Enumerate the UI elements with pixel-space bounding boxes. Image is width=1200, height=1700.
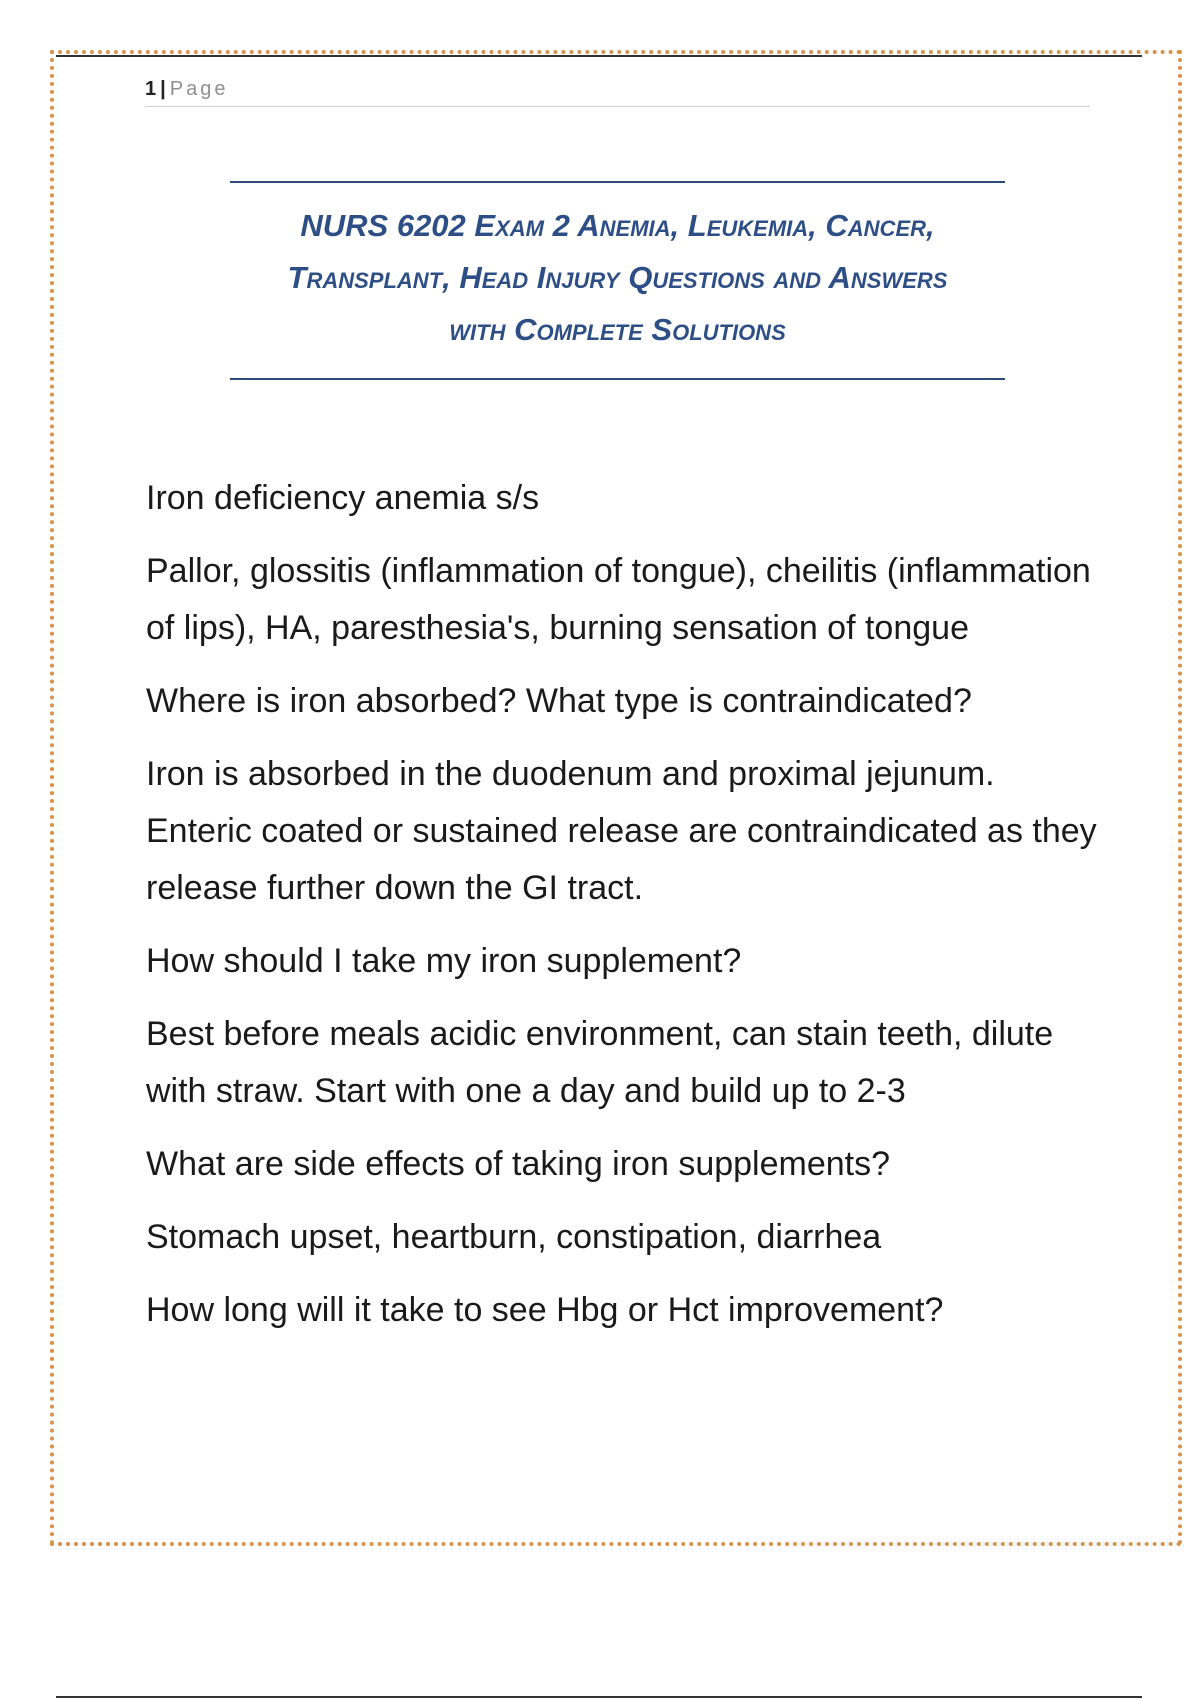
qa-content [146, 470, 1106, 1355]
page-label: Page [169, 78, 229, 100]
document-title [230, 200, 1005, 356]
question: Where is iron absorbed? What type is contraindicated? [146, 682, 972, 720]
bottom-rule [56, 1696, 1142, 1698]
page-separator: | [160, 78, 166, 100]
answer: Iron is absorbed in the duodenum and proximal jejunum. Enteric coated or sustained release are contraindicated as they release further down the GI tract. [146, 755, 1097, 907]
page-number: 1 [145, 78, 157, 100]
title-line-1: NURS 6202 Exam 2 Anemia, Leukemia, Cancer, [300, 208, 935, 243]
question: How long will it take to see Hbg or Hct improvement? [146, 1291, 944, 1329]
title-rule-top [230, 181, 1005, 183]
answer: Stomach upset, heartburn, constipation, diarrhea [146, 1218, 882, 1256]
question: How should I take my iron supplement? [146, 942, 742, 980]
question: Iron deficiency anemia s/s [146, 479, 540, 517]
answer: Pallor, glossitis (inflammation of tongue), cheilitis (inflammation of lips), HA, paresthesia's, burning sensation of tongue [146, 552, 1091, 647]
title-line-2: Transplant, Head Injury Questions and Answers [287, 260, 948, 295]
page-header [145, 76, 1090, 107]
title-rule-bottom [230, 378, 1005, 380]
answer: Best before meals acidic environment, can stain teeth, dilute with straw. Start with one a day and build up to 2-3 [146, 1015, 1054, 1110]
title-line-3: with Complete Solutions [449, 312, 786, 347]
question: What are side effects of taking iron supplements? [146, 1145, 890, 1183]
